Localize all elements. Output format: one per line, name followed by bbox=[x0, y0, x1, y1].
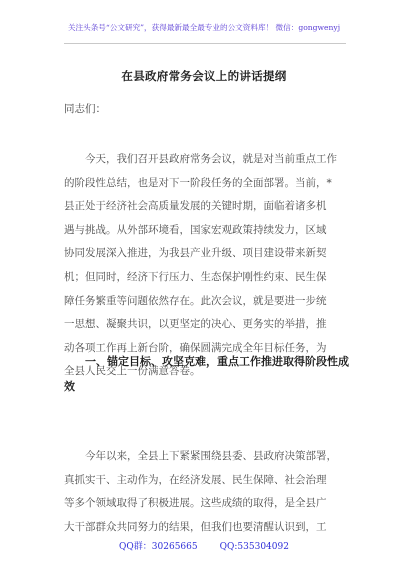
paragraph-line: 真抓实干、主动作为，在经济发展、民生保障、社会治理 bbox=[64, 473, 327, 486]
paragraph-line: 一思想、凝聚共识，以更坚定的决心、更务实的举措，推 bbox=[64, 318, 327, 331]
footer-qq-group: QQ群：30265665 bbox=[119, 542, 198, 552]
document-title: 在县政府常务会议上的讲话提纲 bbox=[121, 69, 287, 83]
footer-contact bbox=[0, 539, 408, 552]
paragraph-line: 的阶段性总结，也是对下一阶段任务的全面部署。当前，* bbox=[64, 176, 332, 189]
heading-line: 一、锚定目标、攻坚克难，重点工作推进取得阶段性成 bbox=[85, 355, 349, 368]
paragraph-progress bbox=[64, 445, 354, 539]
salutation: 同志们： bbox=[64, 103, 106, 115]
paragraph-line: 县正处于经济社会高质量发展的关键时期，面临着诸多机 bbox=[64, 200, 327, 213]
heading-line: 效 bbox=[64, 380, 75, 393]
paragraph-line: 遇与挑战。从外部环境看，国家宏观政策持续发力，区域 bbox=[64, 223, 327, 236]
footer-qq: QQ:535304092 bbox=[219, 542, 289, 552]
paragraph-line: 机；但同时，经济下行压力、生态保护刚性约束、民生保 bbox=[64, 270, 327, 283]
paragraph-line: 大干部群众共同努力的结果，但我们也要清醒认识到，工 bbox=[64, 520, 327, 533]
paragraph-line: 今天，我们召开县政府常务会议，就是对当前重点工作 bbox=[85, 153, 337, 165]
paragraph-line: 全县人民交上一份满意答卷。 bbox=[64, 365, 201, 378]
paragraph-line: 协同发展深入推进，为我县产业升级、项目建设带来新契 bbox=[64, 247, 327, 260]
paragraph-line: 等多个领域取得了积极进展。这些成绩的取得，是全县广 bbox=[64, 497, 327, 510]
paragraph-line: 动各项工作再上新台阶，确保圆满完成全年目标任务，为 bbox=[64, 341, 327, 354]
header-divider bbox=[64, 43, 346, 44]
section-heading-1 bbox=[64, 349, 354, 399]
paragraph-line: 障任务繁重等问题依然存在。此次会议，就是要进一步统 bbox=[64, 294, 327, 307]
header-banner: 关注头条号“公文研究”，获得最新最全最专业的公文资料库！ 微信：gongwenyj bbox=[67, 23, 341, 32]
paragraph-line: 今年以来，全县上下紧紧围绕县委、县政府决策部署， bbox=[85, 450, 337, 462]
